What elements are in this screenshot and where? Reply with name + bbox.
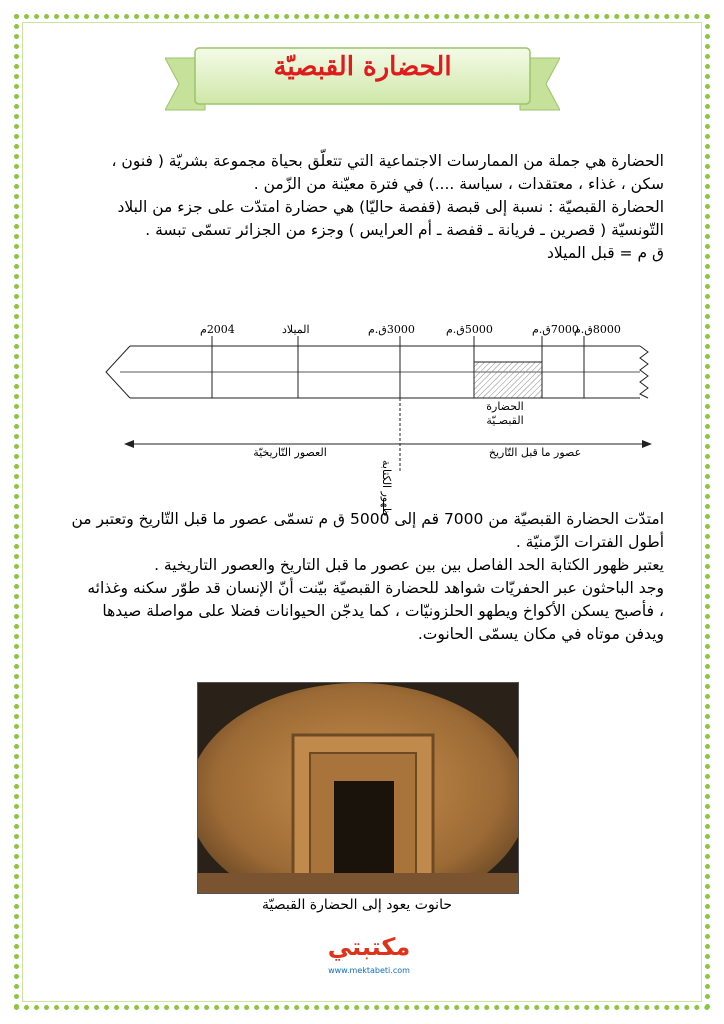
body-line: امتدّت الحضارة القبصيّة من 7000 قم إلى 5000 ق م تسمّى عصور ما قبل التّاريخ وتعتبر من	[71, 510, 664, 528]
civilization-label: الحضارة القبصـيّة	[486, 400, 524, 427]
tick-label: 2004م	[200, 323, 235, 336]
photo-caption: حانوت يعود إلى الحضارة القبصيّة	[262, 897, 452, 913]
tick-label: الميلاد	[282, 323, 310, 336]
intro-line: الحضارة هي جملة من الممارسات الاجتماعية التي تتعلّق بحياة مجموعة بشريّة ( فنون ،	[111, 152, 664, 170]
intro-line: الحضارة القبصيّة : نسبة إلى قبصة (قفصة حاليّا) هي حضارة امتدّت على جزء من البلاد	[117, 198, 664, 216]
tick-label: 7000ق.م	[532, 323, 579, 336]
body-line: ويدفن موتاه في مكان يسمّى الحانوت.	[417, 625, 664, 643]
writing-label: ظهور الكتابة	[380, 460, 393, 517]
body-paragraph	[54, 508, 664, 646]
body-line: ، فأصبح يسكن الأكواخ ويطهو الحلزونيّات ، كما يدجّن الحيوانات فضلا على مواصلة صيدها	[102, 602, 664, 620]
page-title: الحضارة القبصيّة	[273, 52, 452, 82]
tick-label: 8000ق.م	[574, 323, 621, 336]
body-line: أطول الفترات الزّمنيّة .	[515, 533, 664, 551]
historic-era-label: العصور التّاريخيّة	[220, 446, 360, 459]
tick-label: 3000ق.م	[368, 323, 415, 336]
site-url: www.mektabeti.com	[328, 966, 410, 975]
intro-line: ق م = قبل الميلاد	[547, 244, 664, 262]
intro-line: سكن ، غذاء ، معتقدات ، سياسة ....) في فترة معيّنة من الزّمن .	[253, 175, 664, 193]
hanout-photo	[197, 682, 519, 894]
body-line: يعتبر ظهور الكتابة الحد الفاصل بين بين عصور ما قبل التاريخ والعصور التاريخية .	[154, 556, 664, 574]
tick-label: 5000ق.م	[446, 323, 493, 336]
site-logo: مكتبتي	[327, 933, 411, 961]
intro-line: التّونسيّة ( قصرين ـ فريانة ـ قفصة ـ أم العرايس ) وجزء من الجزائر تسمّى تبسة .	[145, 221, 664, 239]
intro-paragraph	[54, 150, 664, 265]
body-line: وجد الباحثون عبر الحفريّات شواهد للحضارة القبصيّة بيّنت أنّ الإنسان قد طوّر سكنه وغذائه	[87, 579, 664, 597]
prehistoric-era-label: عصور ما قبل التّاريخ	[460, 446, 610, 459]
